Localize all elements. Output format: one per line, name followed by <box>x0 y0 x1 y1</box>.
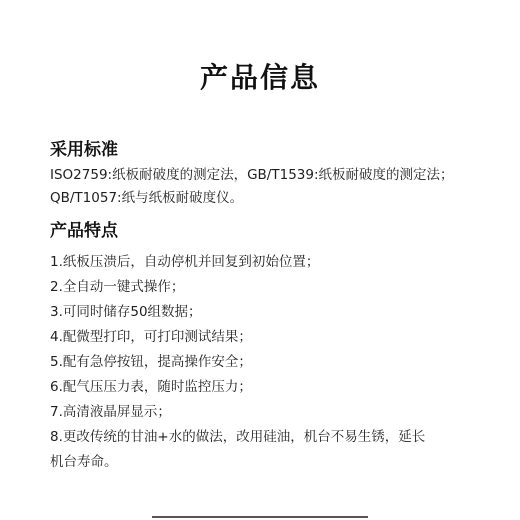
feature-item-5: 5.配有急停按钮，提高操作安全； <box>50 354 252 370</box>
features-list <box>50 250 490 475</box>
features-heading: 产品特点 <box>50 221 118 241</box>
standards-heading: 采用标准 <box>50 140 118 160</box>
page-title: 产品信息 <box>199 61 320 94</box>
feature-item-8: 8.更改传统的甘油+水的做法，改用硅油，机台不易生锈，延长 <box>50 429 426 445</box>
standards-line-1: ISO2759:纸板耐破度的测定法，GB/T1539:纸板耐破度的测定法； <box>50 167 454 183</box>
feature-item-3: 3.可同时储存50组数据； <box>50 304 202 320</box>
feature-item-1: 1.纸板压溃后，自动停机并回复到初始位置； <box>50 254 320 270</box>
feature-item-8-continued: 机台寿命。 <box>50 454 118 470</box>
bottom-divider <box>152 516 368 518</box>
feature-item-7: 7.高清液晶屏显示； <box>50 404 171 420</box>
standards-line-2: QB/T1057:纸与纸板耐破度仪。 <box>50 190 244 206</box>
feature-item-4: 4.配微型打印，可打印测试结果； <box>50 329 252 345</box>
feature-item-6: 6.配气压压力表，随时监控压力； <box>50 379 252 395</box>
feature-item-2: 2.全自动一键式操作； <box>50 279 185 295</box>
